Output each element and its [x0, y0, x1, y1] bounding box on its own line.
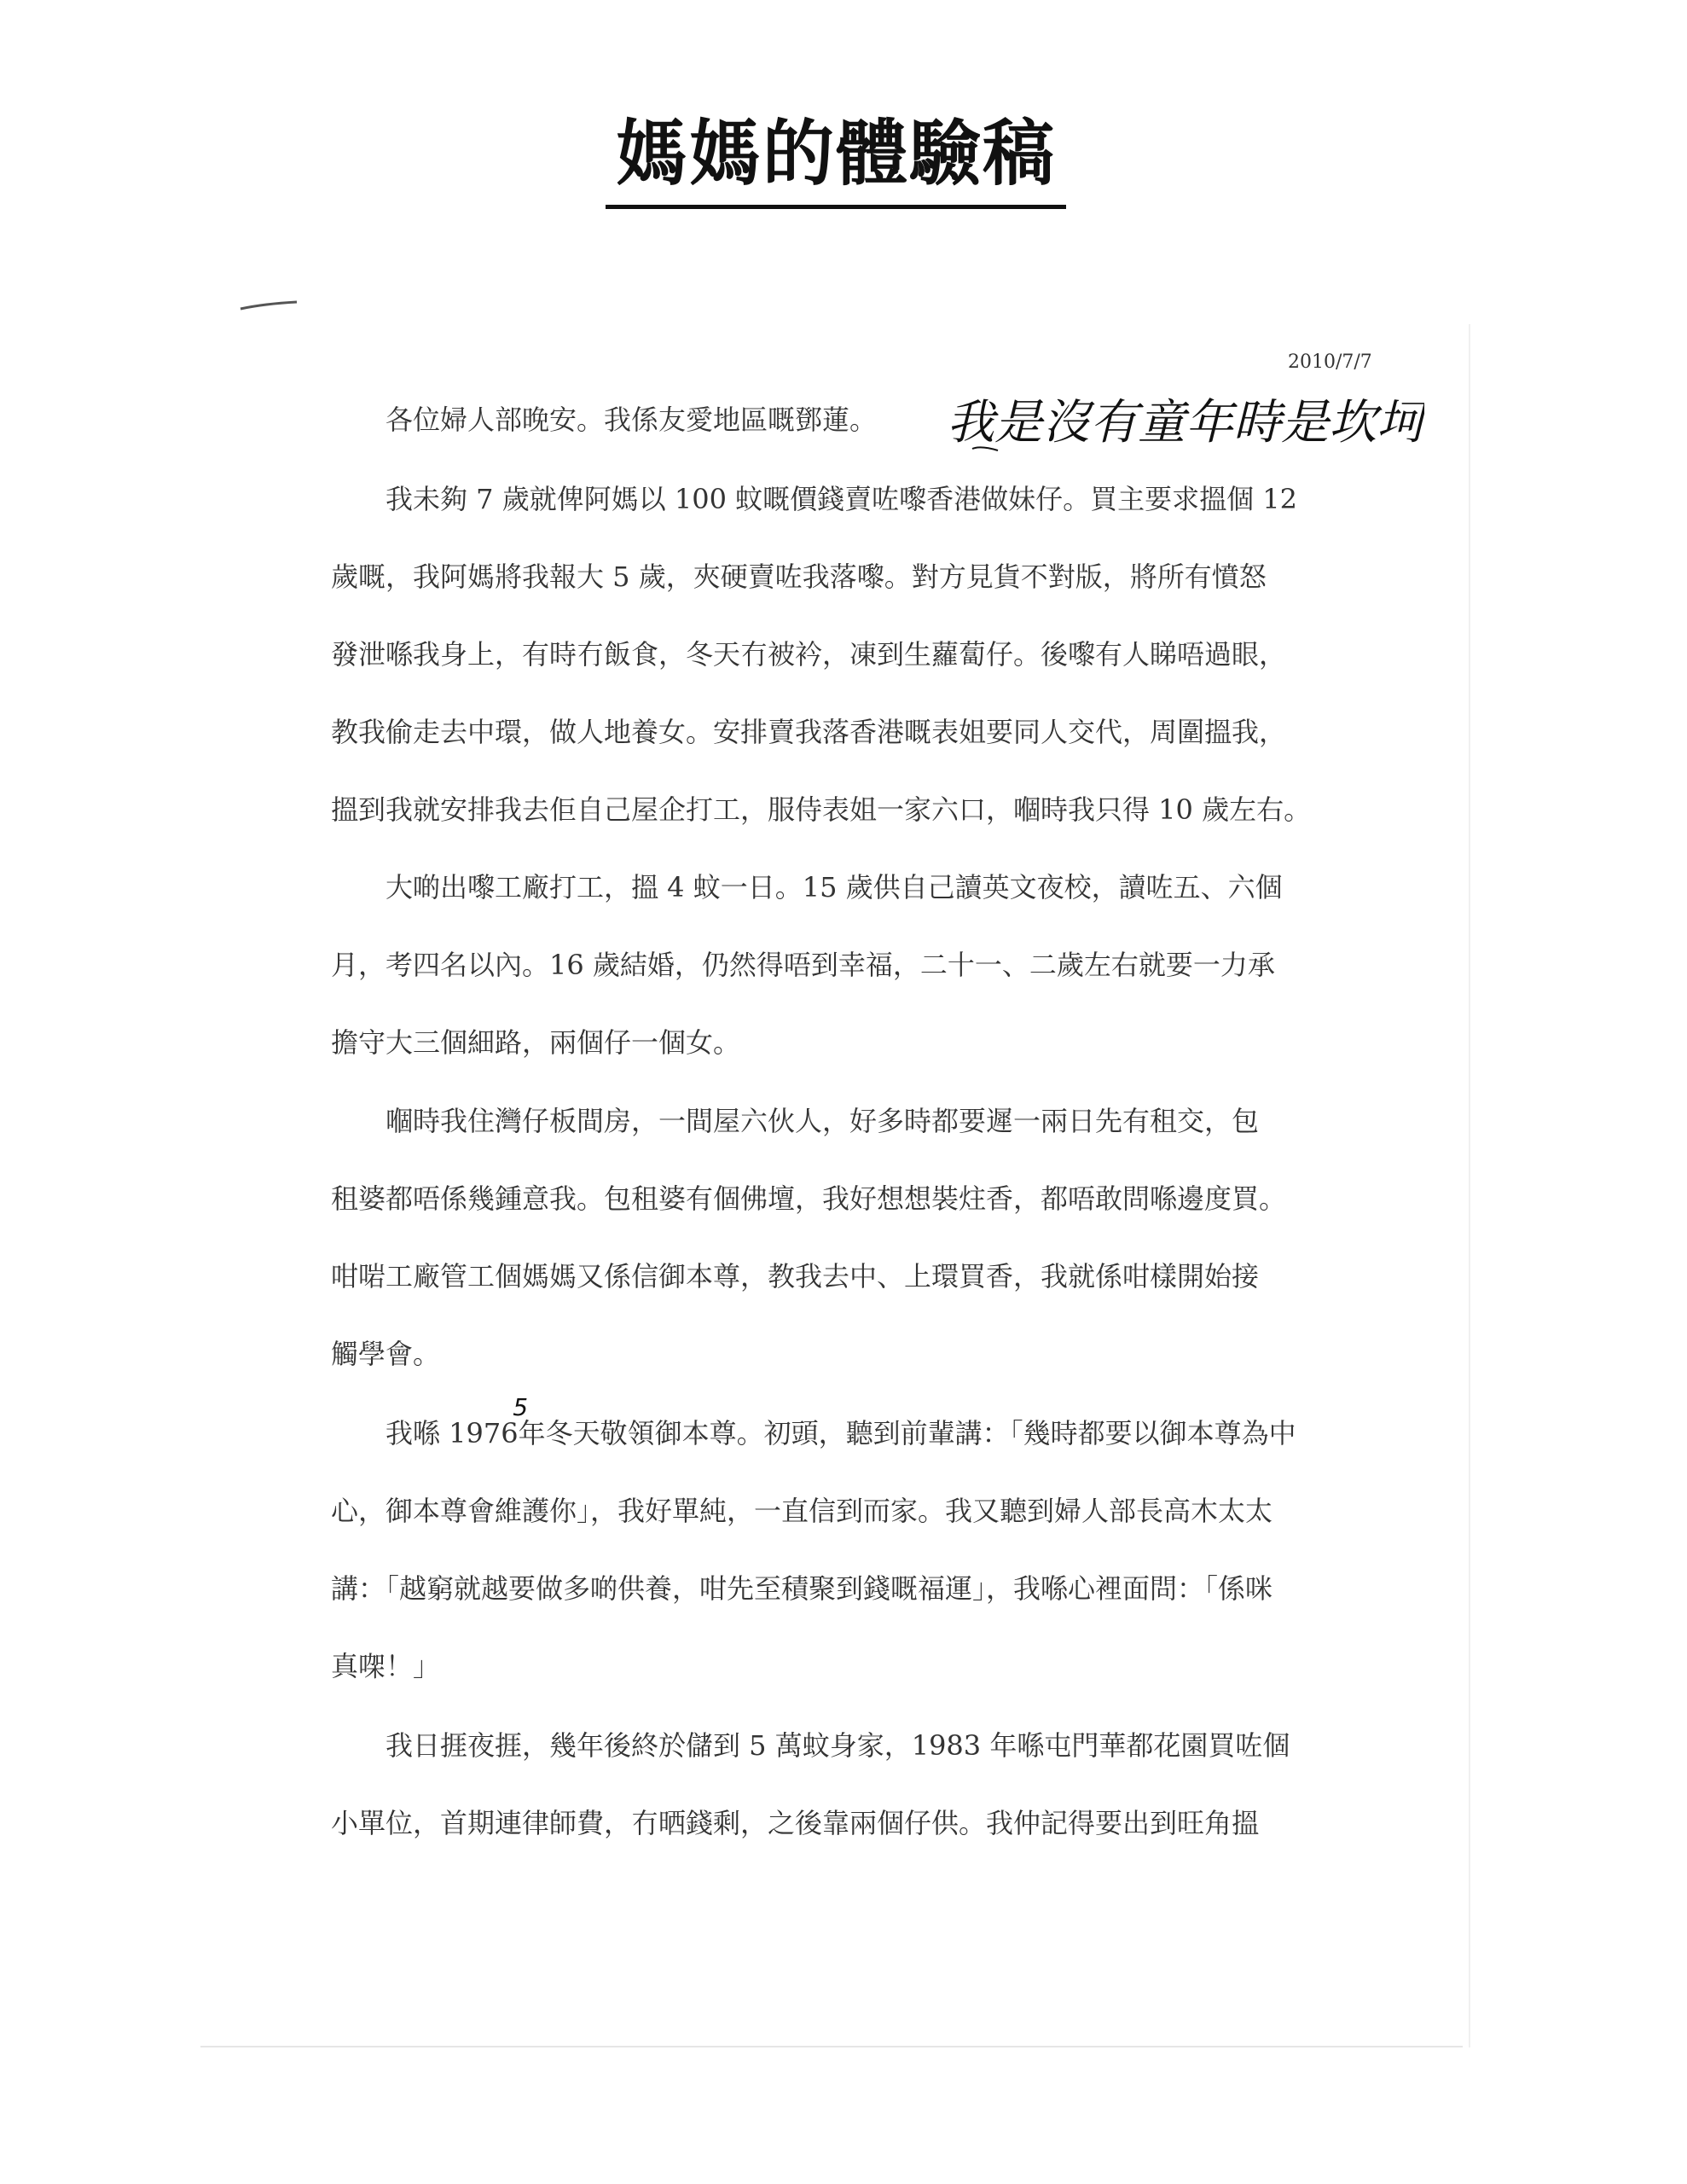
text-line: 觸學會。 — [331, 1338, 441, 1370]
handwritten-year-correction: 5 — [513, 1393, 529, 1421]
scan-right-edge — [1469, 324, 1470, 2048]
p5-after: 年冬天敬領御本尊。初頭，聽到前輩講：「幾時都要以御本尊為中 — [518, 1417, 1296, 1449]
text-line: 心，御本尊會維護你」，我好單純，一直信到而家。我又聽到婦人部長高木太太 — [331, 1495, 1273, 1527]
scan-bottom-edge — [200, 2046, 1463, 2048]
text-line: 我日捱夜捱，幾年後終於儲到 5 萬蚊身家，1983 年喺屯門華都花園買咗個 — [386, 1729, 1290, 1762]
text-line: 發泄喺我身上，有時冇飯食，冬天冇被衿，凍到生蘿蔔仔。後嚟有人睇唔過眼， — [331, 638, 1287, 671]
document-title: 媽媽的體驗稿 — [606, 111, 1066, 209]
text-line: 歲嘅，我阿媽將我報大 5 歲，夾硬賣咗我落嚟。對方見貨不對版，將所有憤怒 — [331, 561, 1267, 593]
text-line-corrected-year — [386, 1393, 1296, 1450]
text-line: 真㗎！」 — [331, 1650, 441, 1682]
text-line: 擔守大三個細路，兩個仔一個女。 — [331, 1026, 741, 1059]
year-digit-corrected — [501, 1393, 529, 1450]
text-line: 我未夠 7 歲就俾阿媽以 100 蚊嘅價錢賣咗嚟香港做妹仔。買主要求搵個 12 — [386, 483, 1298, 515]
text-line: 租婆都唔係幾鍾意我。包租婆有個佛壇，我好想想裝炷香，都唔敢問喺邊度買。 — [331, 1182, 1287, 1215]
struck-digit: 6 — [501, 1417, 519, 1449]
document-date: 2010/7/7 — [1288, 351, 1372, 373]
handwritten-note — [947, 386, 1424, 462]
text-line: 大啲出嚟工廠打工，搵 4 蚊一日。15 歲供自己讀英文夜校，讀咗五、六個 — [386, 871, 1283, 903]
text-line: 小單位，首期連律師費，冇晒錢剩，之後靠兩個仔供。我仲記得要出到旺角搵 — [331, 1807, 1260, 1839]
handwritten-note-text: 我是沒有童年時是坎坷 — [947, 395, 1424, 450]
text-line: 月，考四名以內。16 歲結婚，仍然得唔到幸福，二十一、二歲左右就要一力承 — [331, 949, 1275, 981]
text-line: 咁啱工廠管工個媽媽又係信御本尊，教我去中、上環買香，我就係咁樣開始接 — [331, 1260, 1260, 1292]
text-line: 教我偷走去中環，做人地養女。安排賣我落香港嘅表姐要同人交代，周圍搵我， — [331, 716, 1287, 748]
text-line: 搵到我就安排我去佢自己屋企打工，服侍表姐一家六口，嗰時我只得 10 歲左右。 — [331, 793, 1312, 826]
text-line: 嗰時我住灣仔板間房，一間屋六伙人，好多時都要遲一兩日先有租交，包 — [386, 1105, 1260, 1137]
text-line: 講：「越窮就越要做多啲供養，咁先至積聚到錢嘅福運」，我喺心裡面問：「係咪 — [331, 1572, 1273, 1605]
p5-before: 我喺 197 — [386, 1417, 501, 1449]
text-line: 各位婦人部晚安。我係友愛地區嘅鄧蓮。 — [386, 404, 878, 436]
scan-mark — [239, 300, 299, 312]
